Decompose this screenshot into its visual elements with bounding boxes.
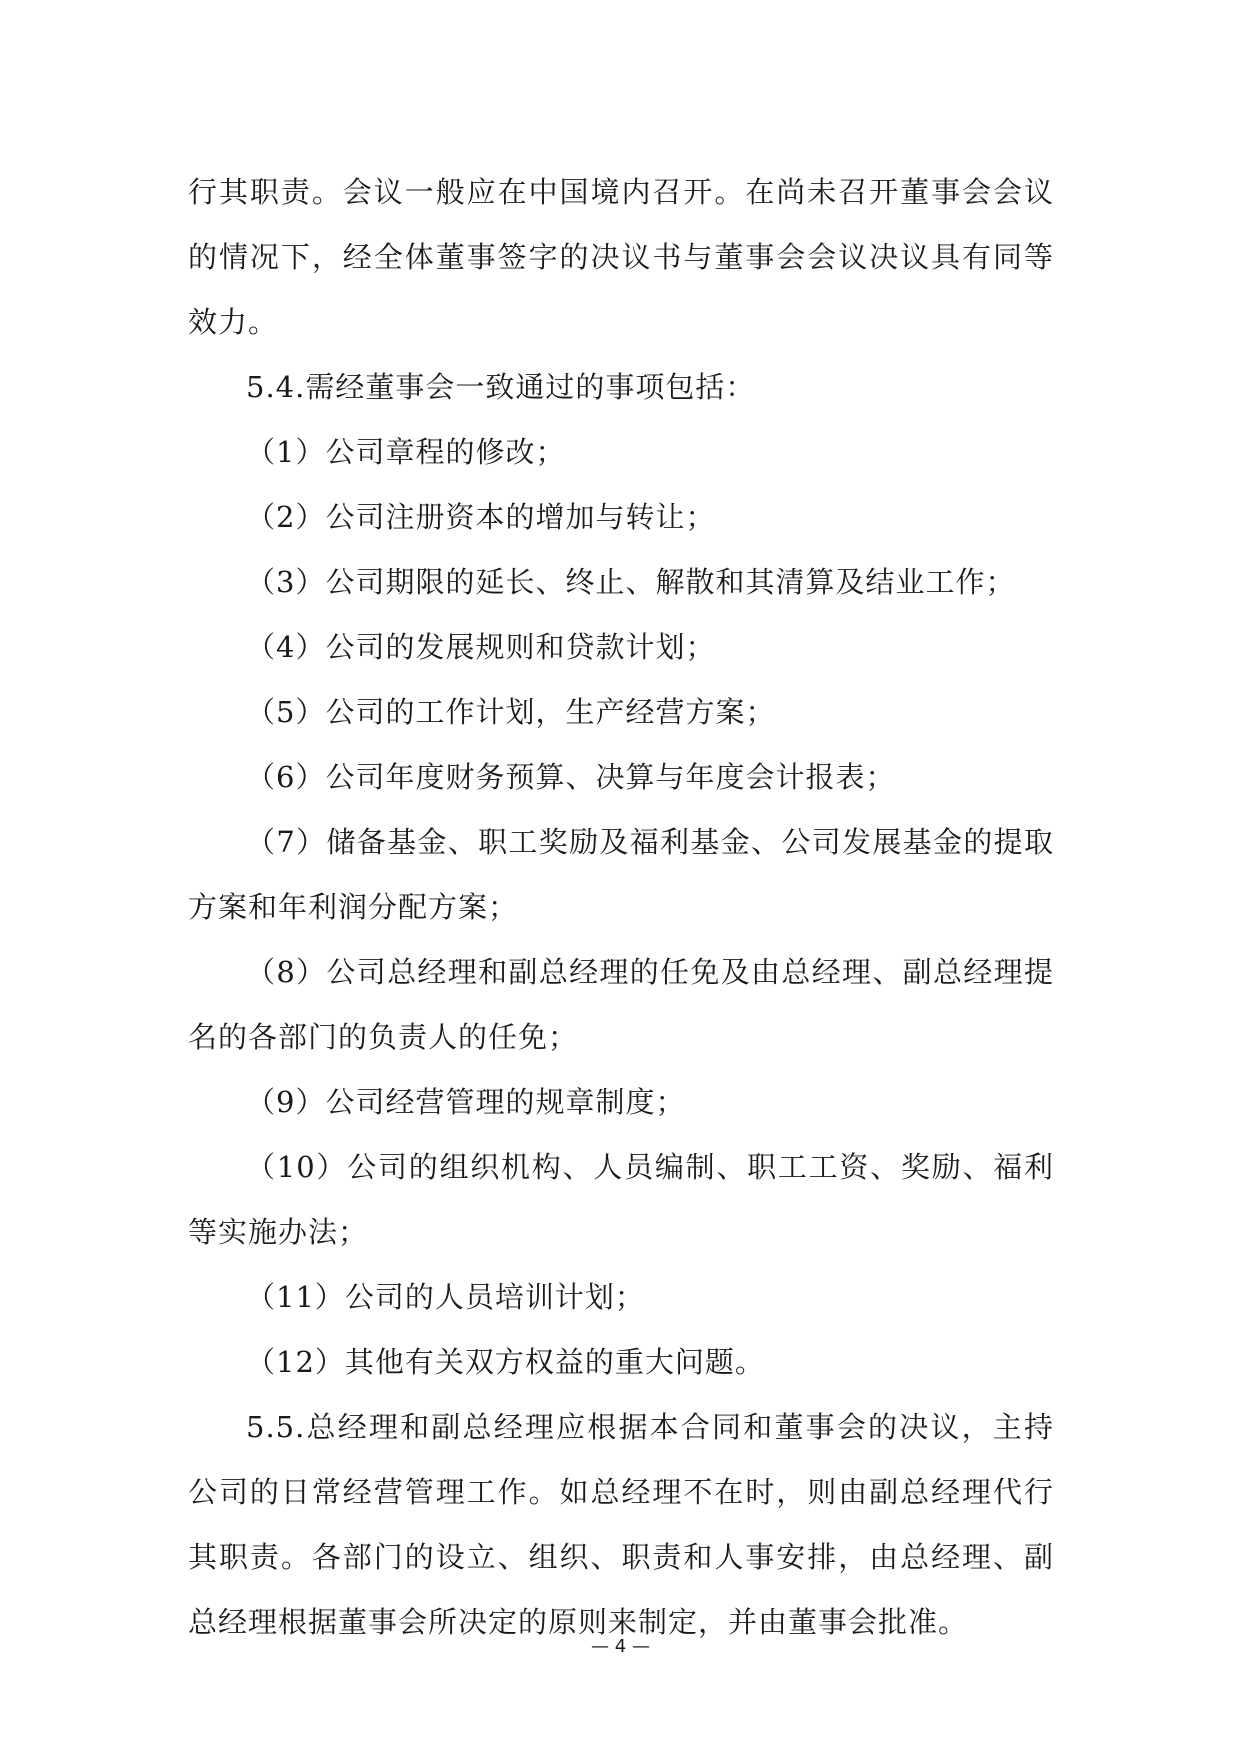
list-item: （12）其他有关双方权益的重大问题。	[246, 1345, 765, 1379]
paragraph-continuation: 行其职责。会议一般应在中国境内召开。在尚未召开董事会会议的情况下，经全体董事签字的决议书与董事会会议决议具有同等效力。	[188, 175, 1054, 339]
clause-5-5: 5.5.总经理和副总经理应根据本合同和董事会的决议，主持公司的日常经营管理工作。如总经理不在时，则由副总经理代行其职责。各部门的设立、组织、职责和人事安排，由总经理、副总经理根据董事会所决定的原则来制定，并由董事会批准。	[188, 1410, 1054, 1639]
list-item: （1）公司章程的修改；	[246, 435, 566, 469]
list-item: （9）公司经营管理的规章制度；	[246, 1085, 686, 1119]
clause-5-4-heading: 5.4.需经董事会一致通过的事项包括：	[246, 370, 756, 404]
list-item: （8）公司总经理和副总经理的任免及由总经理、副总经理提名的各部门的负责人的任免；	[188, 955, 1054, 1054]
list-item: （10）公司的组织机构、人员编制、职工工资、奖励、福利等实施办法；	[188, 1150, 1054, 1249]
document-body	[188, 160, 1054, 1655]
page-number: — 4 —	[591, 1636, 650, 1657]
list-item: （3）公司期限的延长、终止、解散和其清算及结业工作；	[246, 565, 1016, 599]
list-item: （2）公司注册资本的增加与转让；	[246, 500, 716, 534]
list-item: （5）公司的工作计划，生产经营方案；	[246, 695, 776, 729]
list-item: （4）公司的发展规则和贷款计划；	[246, 630, 716, 664]
list-item: （11）公司的人员培训计划；	[246, 1280, 645, 1314]
list-item: （6）公司年度财务预算、决算与年度会计报表；	[246, 760, 896, 794]
list-item: （7）储备基金、职工奖励及福利基金、公司发展基金的提取方案和年利润分配方案；	[188, 825, 1054, 924]
